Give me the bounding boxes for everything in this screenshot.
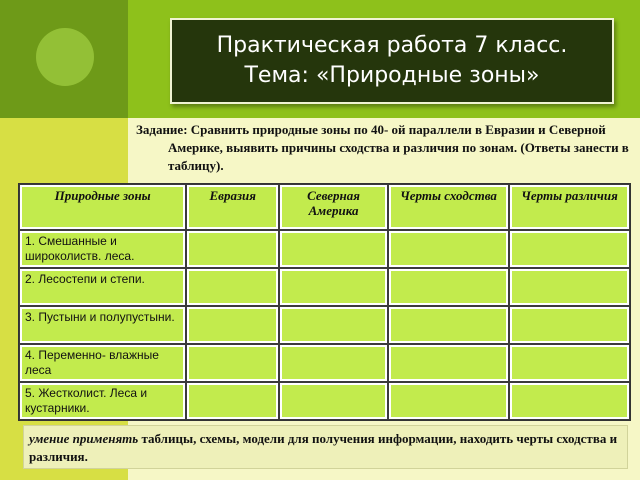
decor-circle [36,28,94,86]
task-text: Задание: Сравнить природные зоны по 40- ой параллели в Евразии и Северной Америке, выявить причины сходства и различия по зонам. (Ответы занести в таблицу). [136,122,629,173]
header-differences: Черты различия [509,184,630,230]
title-line-2: Тема: «Природные зоны» [244,63,540,88]
skill-note [23,425,628,469]
header-eurasia: Евразия [186,184,279,230]
table-row [19,344,630,382]
north-america-cell[interactable] [279,306,388,344]
title-line-1: Практическая работа 7 класс. [216,33,568,58]
differences-cell[interactable] [509,344,630,382]
comparison-table [18,183,631,421]
header-north-america: Северная Америка [279,184,388,230]
north-america-cell[interactable] [279,230,388,268]
zone-cell: 3. Пустыни и полупустыни. [19,306,186,344]
skill-text: таблицы, схемы, модели для получения информации, находить черты сходства и различия. [29,431,618,464]
north-america-cell[interactable] [279,382,388,420]
table-row [19,230,630,268]
similarities-cell[interactable] [388,382,509,420]
header-natural-zones: Природные зоны [19,184,186,230]
table-row [19,382,630,420]
eurasia-cell[interactable] [186,230,279,268]
similarities-cell[interactable] [388,306,509,344]
table-row [19,306,630,344]
skill-italic-text: умение применять [29,431,139,446]
table-row [19,268,630,306]
eurasia-cell[interactable] [186,382,279,420]
north-america-cell[interactable] [279,344,388,382]
slide-title [170,18,614,104]
differences-cell[interactable] [509,382,630,420]
differences-cell[interactable] [509,306,630,344]
zone-cell: 4. Переменно- влажные леса [19,344,186,382]
north-america-cell[interactable] [279,268,388,306]
differences-cell[interactable] [509,268,630,306]
eurasia-cell[interactable] [186,268,279,306]
zone-cell: 2. Лесостепи и степи. [19,268,186,306]
similarities-cell[interactable] [388,230,509,268]
similarities-cell[interactable] [388,268,509,306]
table-header-row [19,184,630,230]
zone-cell: 1. Смешанные и широколиств. леса. [19,230,186,268]
zone-cell: 5. Жестколист. Леса и кустарники. [19,382,186,420]
header-similarities: Черты сходства [388,184,509,230]
eurasia-cell[interactable] [186,344,279,382]
eurasia-cell[interactable] [186,306,279,344]
differences-cell[interactable] [509,230,630,268]
similarities-cell[interactable] [388,344,509,382]
